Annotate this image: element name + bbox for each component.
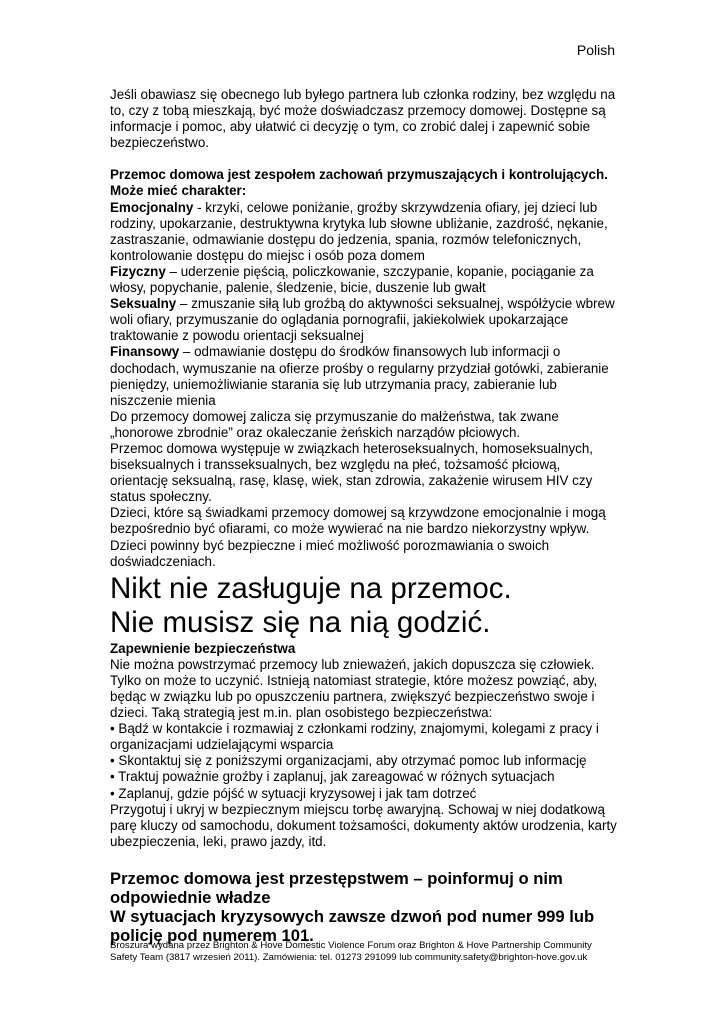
- intro-paragraph: Jeśli obawiasz się obecnego lub byłego partnera lub członka rodziny, bez względu na to, czy z tobą mieszkają, być może doświadczasz przemocy domowej. Dostępne są informacje i pomoc, aby ułatwić ci decyzję o tym, co zrobić dalej i zapewnić sobie bezpieczeństwo.: [110, 87, 616, 151]
- footer-note: Broszura wydana przez Brighton & Hove Domestic Violence Forum oraz Brighton & Hove Partnership Community Safety Team (3817 wrzesień 2011). Zamówienia: tel. 01273 291099 lub community.safety@brighton-hove.gov.uk: [110, 940, 592, 963]
- paragraph-children-safe: Dzieci powinny być bezpieczne i mieć możliwość porozmawiania o swoich doświadczeniach.: [110, 537, 550, 569]
- safety-bullet: • Bądź w kontakcie i rozmawiaj z członkami rodziny, znajomymi, kolegami z pracy i organizacjami udzielającymi wsparcia: [110, 721, 599, 753]
- form-emotional: Emocjonalny - krzyki, celowe poniżanie, groźby skrzywdzenia ofiary, jej dzieci lub rodziny, upokarzanie, destruktywna krytyka lub słowne ubliżanie, zazdrość, nękanie, zastraszanie, odmawianie dostępu do jedzenia, spania, rozmów telefonicznych, kontrolowanie dostępu do miejsc i osób poza domem: [110, 199, 608, 263]
- safety-bullet: • Skontaktuj się z poniższymi organizacjami, aby otrzymać pomoc lub informację: [110, 753, 587, 769]
- safety-intro: Nie można powstrzymać przemocy lub znieważeń, jakich dopuszcza się człowiek. Tylko on może to uczynić. Istnieją natomiast strategie, które możesz powziąć, aby, będąc w związku lub po opuszczeniu partnera, zwiększyć bezpieczeństwo swoje i dzieci. Taką strategią jest m.in. plan osobistego bezpieczeństwa:: [110, 656, 598, 721]
- big-statement-line2: Nie musisz się na nią godzić.: [110, 605, 491, 639]
- callout-line2: W sytuacjach kryzysowych zawsze dzwoń pod numer 999 lub policję pod numerem 101.: [110, 906, 595, 945]
- safety-bullet: • Zaplanuj, gdzie pójść w sytuacji kryzysowej i jak tam dotrzeć: [110, 785, 477, 801]
- paragraph-children-witness: Dzieci, które są świadkami przemocy domowej są krzywdzone emocjonalnie i mogą bezpośrednio być ofiarami, co może wywierać na nie bardzo niekorzystny wpływ.: [110, 505, 606, 537]
- paragraph-forced-marriage: Do przemocy domowej zalicza się przymuszanie do małżeństwa, tak zwane „honorowe zbrodnie” oraz okaleczanie żeńskich narządów płciowych.: [110, 408, 559, 440]
- callout-line1: Przemoc domowa jest przestępstwem – poinformuj o nim odpowiednie władze: [110, 868, 563, 907]
- document-body: [110, 87, 620, 945]
- paragraph-relationships: Przemoc domowa występuje w związkach heteroseksualnych, homoseksualnych, biseksualnych i transseksualnych, bez względu na płeć, tożsamość płciową, orientację seksualną, rasę, klasę, wiek, stan zdrowia, zakażenie wirusem HIV czy status społeczny.: [110, 440, 594, 505]
- safety-heading: Zapewnienie bezpieczeństwa: [110, 640, 296, 656]
- form-physical: Fizyczny – uderzenie pięścią, policzkowanie, szczypanie, kopanie, pociąganie za włosy, popychanie, palenie, śledzenie, bicie, duszenie lub gwałt: [110, 263, 594, 296]
- big-statement-line1: Nikt nie zasługuje na przemoc.: [110, 571, 512, 605]
- form-financial: Finansowy – odmawianie dostępu do środków finansowych lub informacji o dochodach, wymuszanie na ofierze prośby o regularny przydział gotówki, zabieranie pieniędzy, uniemożliwianie starania się lub utrzymania pracy, zabieranie lub niszczenie mienia: [110, 344, 609, 408]
- language-label: Polish: [576, 42, 615, 58]
- safety-bullet: • Traktuj poważnie groźby i zaplanuj, jak zareagować w różnych sytuacjach: [110, 769, 555, 785]
- forms-heading: Przemoc domowa jest zespołem zachowań przymuszających i kontrolujących. Może mieć charakter:: [110, 167, 608, 199]
- big-statement: [110, 573, 620, 638]
- crime-callout: [110, 869, 620, 945]
- form-sexual: Seksualny – zmuszanie siłą lub groźbą do aktywności seksualnej, współżycie wbrew woli ofiary, przymuszanie do oglądania pornografii, jakiekolwiek upokarzające traktowanie z powodu orientacji seksualnej: [110, 296, 615, 344]
- safety-closing: Przygotuj i ukryj w bezpiecznym miejscu torbę awaryjną. Schowaj w niej dodatkową parę kluczy od samochodu, dokument tożsamości, dokumenty aktów urodzenia, karty ubezpieczenia, leki, prawo jazdy, itd.: [110, 801, 617, 849]
